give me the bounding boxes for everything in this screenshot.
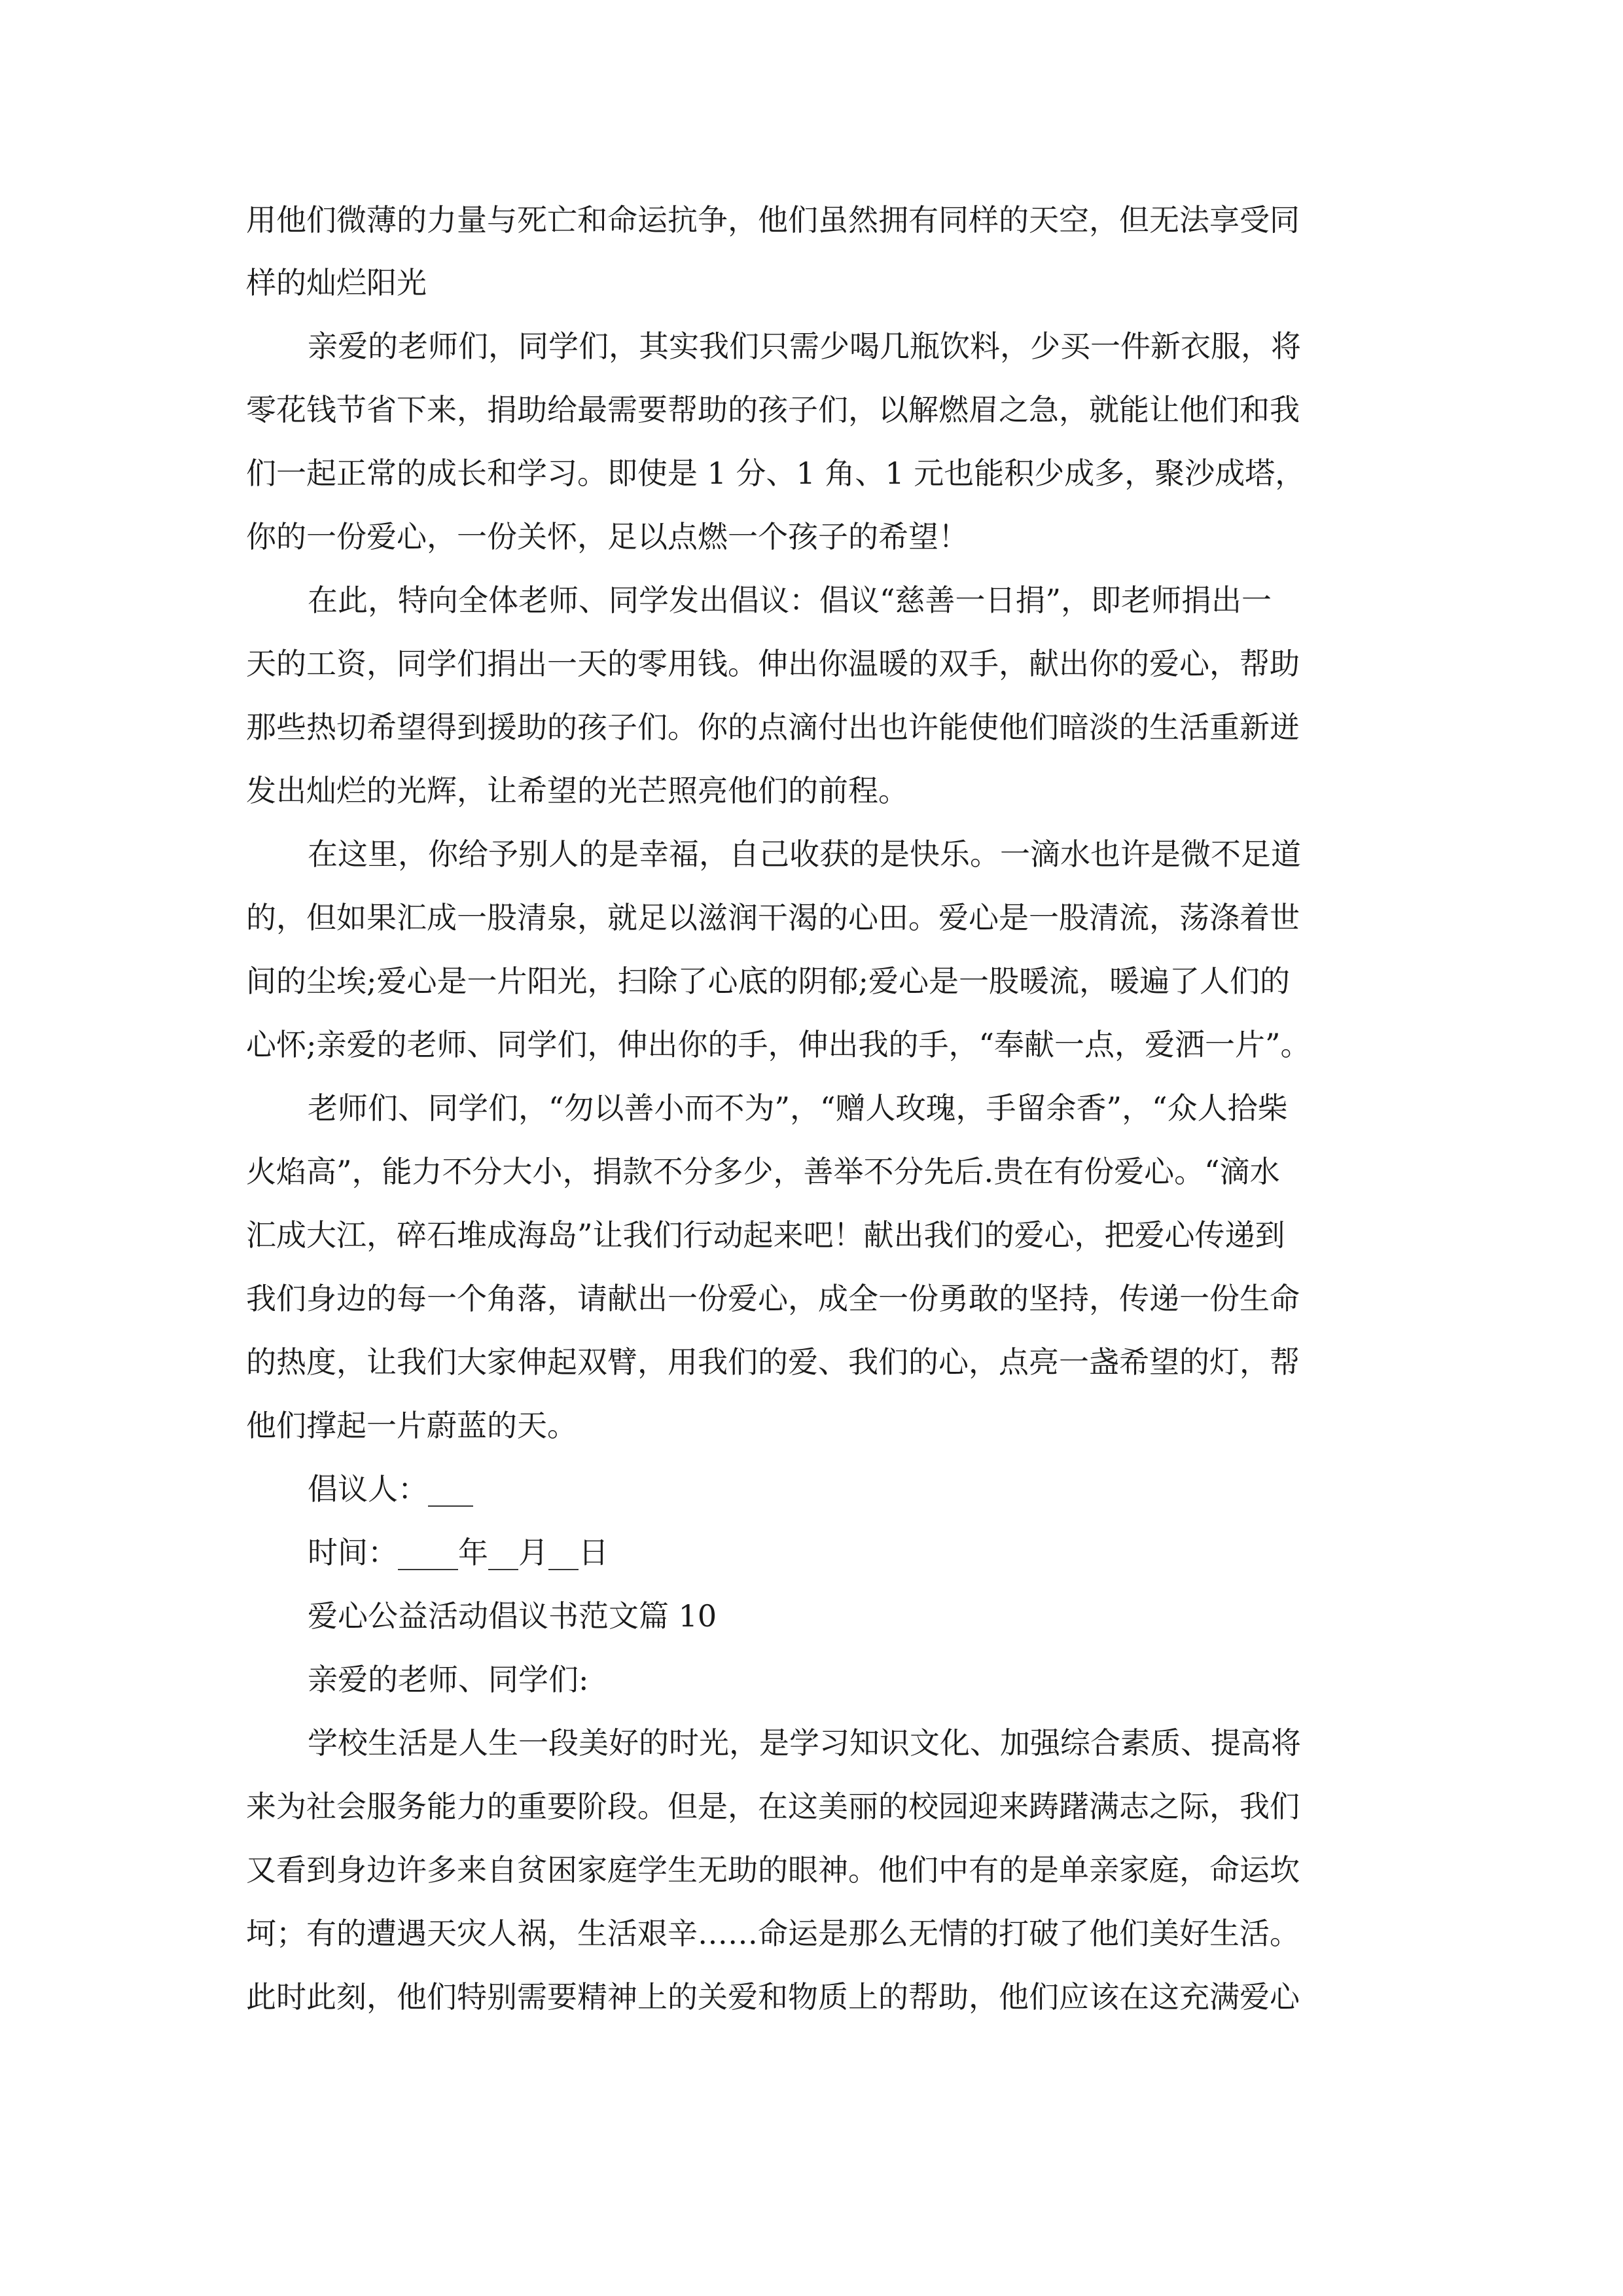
text-line: 他们撑起一片蔚蓝的天。 bbox=[246, 1408, 577, 1443]
text-line: 老师们、同学们，“勿以善小而不为”，“赠人玫瑰，手留余香”，“众人拾柴 bbox=[308, 1090, 1288, 1126]
text-line: 用他们微薄的力量与死亡和命运抗争，他们虽然拥有同样的天空，但无法享受同 bbox=[246, 202, 1300, 238]
text-line: 汇成大江，碎石堆成海岛”让我们行动起来吧！献出我们的爱心，把爱心传递到 bbox=[246, 1217, 1285, 1253]
text-line: 又看到身边许多来自贫困家庭学生无助的眼神。他们中有的是单亲家庭，命运坎 bbox=[246, 1852, 1300, 1888]
text-line: 发出灿烂的光辉，让希望的光芒照亮他们的前程。 bbox=[246, 773, 908, 808]
text-line: 亲爱的老师们，同学们，其实我们只需少喝几瓶饮料，少买一件新衣服，将 bbox=[308, 329, 1301, 364]
section-title: 爱心公益活动倡议书范文篇 10 bbox=[308, 1598, 717, 1634]
text-line: 的，但如果汇成一股清泉，就足以滋润干渴的心田。爱心是一股清流，荡涤着世 bbox=[246, 900, 1300, 935]
text-line: 天的工资，同学们捐出一天的零用钱。伸出你温暖的双手，献出你的爱心，帮助 bbox=[246, 646, 1300, 681]
text-line: 那些热切希望得到援助的孩子们。你的点滴付出也许能使他们暗淡的生活重新迸 bbox=[246, 709, 1300, 745]
text-line: 学校生活是人生一段美好的时光，是学习知识文化、加强综合素质、提高将 bbox=[308, 1725, 1301, 1761]
date-line: 时间：____年__月__日 bbox=[308, 1535, 609, 1570]
text-line: 的热度，让我们大家伸起双臂，用我们的爱、我们的心，点亮一盏希望的灯，帮 bbox=[246, 1344, 1300, 1380]
text-line: 零花钱节省下来，捐助给最需要帮助的孩子们，以解燃眉之急，就能让他们和我 bbox=[246, 392, 1300, 427]
signer-line: 倡议人：___ bbox=[308, 1471, 473, 1507]
text-line: 在这里，你给予别人的是幸福，自己收获的是快乐。一滴水也许是微不足道 bbox=[308, 836, 1301, 872]
text-line: 样的灿烂阳光 bbox=[246, 265, 427, 300]
text-line: 我们身边的每一个角落，请献出一份爱心，成全一份勇敢的坚持，传递一份生命 bbox=[246, 1281, 1300, 1316]
text-line: 此时此刻，他们特别需要精神上的关爱和物质上的帮助，他们应该在这充满爱心 bbox=[246, 1979, 1300, 2015]
text-line: 间的尘埃;爱心是一片阳光，扫除了心底的阴郁;爱心是一股暖流，暖遍了人们的 bbox=[246, 963, 1290, 999]
text-line: 火焰高”，能力不分大小，捐款不分多少，善举不分先后.贵在有份爱心。“滴水 bbox=[246, 1154, 1280, 1189]
text-line: 心怀;亲爱的老师、同学们，伸出你的手，伸出我的手，“奉献一点，爱洒一片”。 bbox=[246, 1027, 1311, 1062]
salutation: 亲爱的老师、同学们: bbox=[308, 1662, 589, 1697]
text-line: 坷；有的遭遇天灾人祸，生活艰辛……命运是那么无情的打破了他们美好生活。 bbox=[246, 1916, 1300, 1951]
text-line: 在此，特向全体老师、同学发出倡议：倡议“慈善一日捐”，即老师捐出一 bbox=[308, 583, 1272, 618]
text-line: 来为社会服务能力的重要阶段。但是，在这美丽的校园迎来踌躇满志之际，我们 bbox=[246, 1789, 1300, 1824]
text-line: 你的一份爱心，一份关怀，足以点燃一个孩子的希望！ bbox=[246, 519, 969, 554]
text-line: 们一起正常的成长和学习。即使是 1 分、1 角、1 元也能积少成多，聚沙成塔， bbox=[246, 456, 1306, 491]
